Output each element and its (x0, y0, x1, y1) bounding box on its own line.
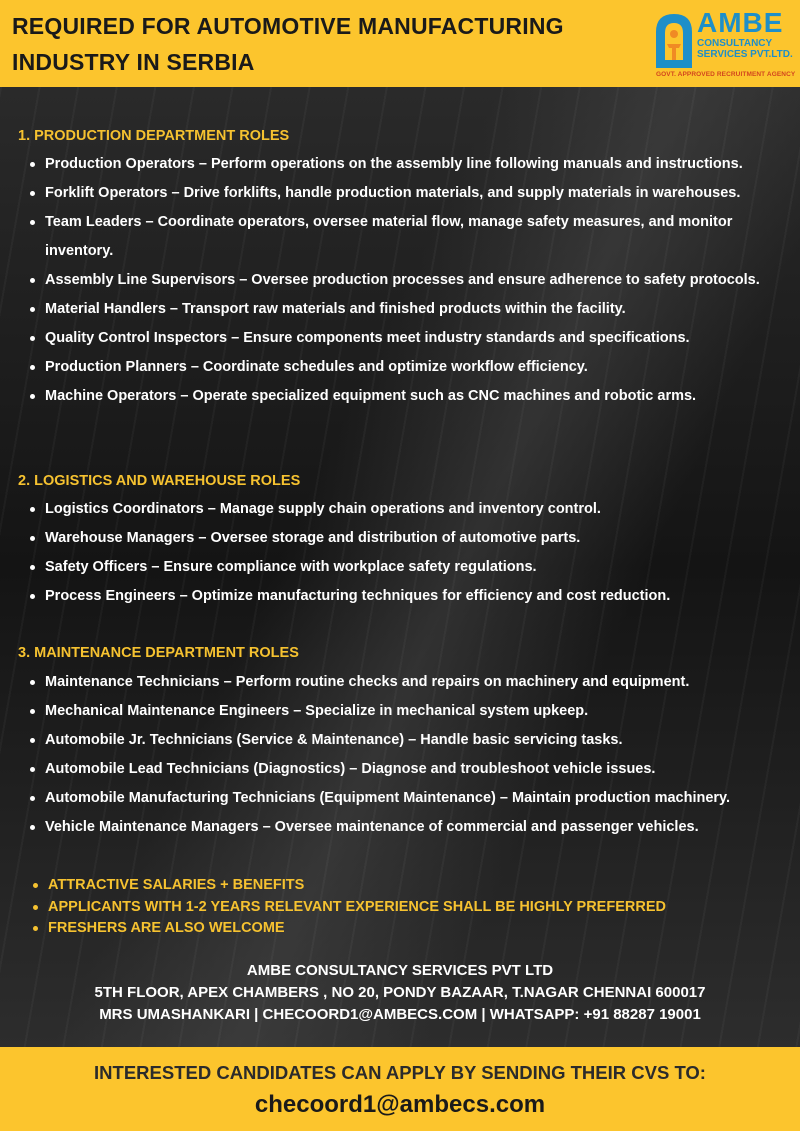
list-item: Maintenance Technicians – Perform routine checks and repairs on machinery and equipment. (28, 668, 788, 697)
list-item: Automobile Jr. Technicians (Service & Maintenance) – Handle basic servicing tasks. (28, 726, 788, 755)
company-name: AMBE CONSULTANCY SERVICES PVT LTD (246, 962, 554, 979)
apply-instructions: INTERESTED CANDIDATES CAN APPLY BY SENDING THEIR CVS TO: (94, 1062, 706, 1083)
highlight-item: FRESHERS ARE ALSO WELCOME (32, 918, 666, 940)
logo-text (697, 8, 793, 60)
section-title-maintenance: 3. MAINTENANCE DEPARTMENT ROLES (18, 645, 299, 661)
list-item: Safety Officers – Ensure compliance with workplace safety regulations. (28, 553, 788, 582)
main-content (0, 87, 800, 1047)
list-item: Forklift Operators – Drive forklifts, handle production materials, and supply materials in warehouses. (28, 179, 788, 208)
page-title (12, 8, 622, 80)
highlight-item: APPLICANTS WITH 1-2 YEARS RELEVANT EXPERIENCE SHALL BE HIGHLY PREFERRED (32, 897, 666, 919)
list-item: Automobile Manufacturing Technicians (Equipment Maintenance) – Maintain production machinery. (28, 784, 788, 813)
logo-name: AMBE (697, 7, 784, 38)
company-address: 5TH FLOOR, APEX CHAMBERS , NO 20, PONDY BAZAAR, T.NAGAR CHENNAI 600017 (94, 984, 706, 1001)
list-item: Production Operators – Perform operations on the assembly line following manuals and instructions. (28, 150, 788, 179)
highlight-item: ATTRACTIVE SALARIES + BENEFITS (32, 875, 666, 897)
highlights-list (32, 875, 666, 940)
header-banner (0, 0, 800, 87)
list-item: Production Planners – Coordinate schedules and optimize workflow efficiency. (28, 353, 788, 382)
production-roles-list (28, 150, 788, 411)
section-title-logistics: 2. LOGISTICS AND WAREHOUSE ROLES (18, 473, 301, 489)
list-item: Process Engineers – Optimize manufacturing techniques for efficiency and cost reduction. (28, 582, 788, 611)
list-item: Logistics Coordinators – Manage supply chain operations and inventory control. (28, 495, 788, 524)
company-contact: MRS UMASHANKARI | CHECOORD1@AMBECS.COM | WHATSAPP: +91 88287 19001 (99, 1006, 701, 1023)
title-line-1: REQUIRED FOR AUTOMOTIVE MANUFACTURING (12, 13, 564, 39)
list-item: Team Leaders – Coordinate operators, oversee material flow, manage safety measures, and monitor inventory. (28, 208, 788, 266)
list-item: Assembly Line Supervisors – Oversee production processes and ensure adherence to safety protocols. (28, 266, 788, 295)
logo-subtitle-1: CONSULTANCY (697, 38, 773, 49)
list-item: Automobile Lead Technicians (Diagnostics) – Diagnose and troubleshoot vehicle issues. (28, 755, 788, 784)
section-title-production: 1. PRODUCTION DEPARTMENT ROLES (18, 128, 290, 144)
list-item: Vehicle Maintenance Managers – Oversee maintenance of commercial and passenger vehicles. (28, 813, 788, 842)
apply-email: checoord1@ambecs.com (254, 1091, 546, 1118)
title-line-2: INDUSTRY IN SERBIA (12, 49, 255, 75)
list-item: Machine Operators – Operate specialized equipment such as CNC machines and robotic arms. (28, 382, 788, 411)
list-item: Material Handlers – Transport raw materials and finished products within the facility. (28, 295, 788, 324)
company-logo (652, 8, 798, 82)
ambe-logo-icon (652, 10, 696, 70)
list-item: Mechanical Maintenance Engineers – Specialize in mechanical system upkeep. (28, 697, 788, 726)
footer-banner (0, 1047, 800, 1131)
list-item: Quality Control Inspectors – Ensure components meet industry standards and specifications. (28, 324, 788, 353)
logo-subtitle-2: SERVICES PVT.LTD. (697, 49, 793, 60)
logo-tagline: GOVT. APPROVED RECRUITMENT AGENCY (656, 71, 796, 78)
logistics-roles-list (28, 495, 788, 611)
list-item: Warehouse Managers – Oversee storage and distribution of automotive parts. (28, 524, 788, 553)
maintenance-roles-list (28, 668, 788, 842)
company-details (0, 960, 800, 1026)
